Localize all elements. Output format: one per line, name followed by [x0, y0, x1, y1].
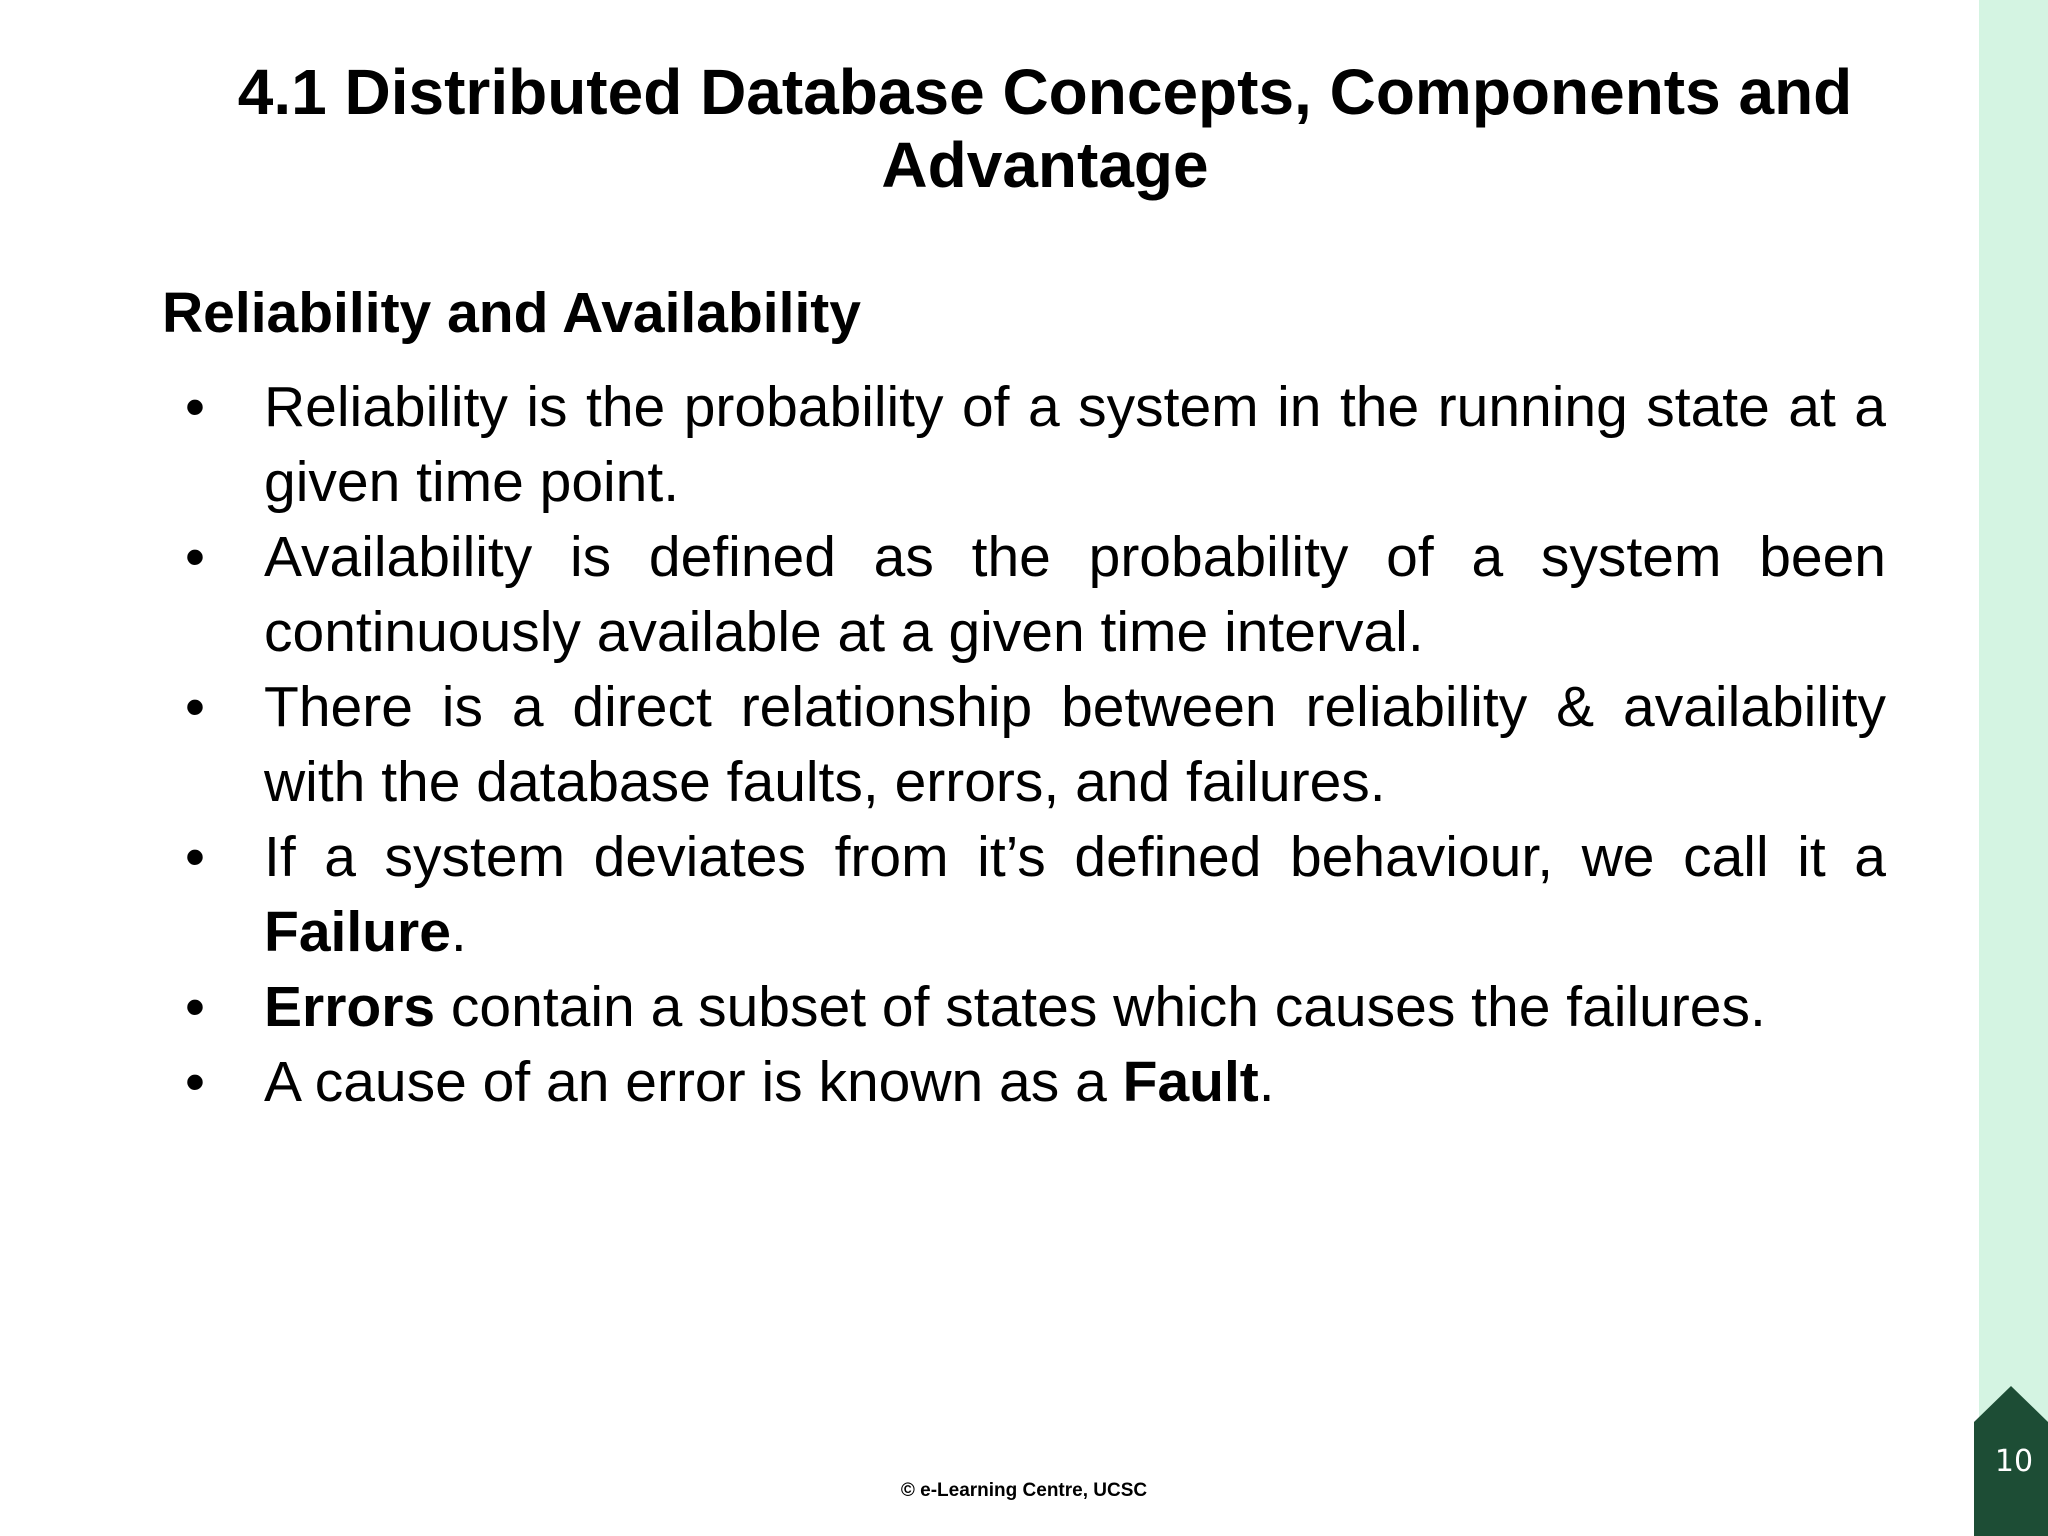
bullet-dot: • [185, 825, 205, 889]
bullet-item [180, 820, 1886, 970]
bullet-item [180, 370, 1886, 520]
bullet-text: There is a direct relationship between reliability & availability with the database faults, errors, and failures. [264, 675, 1886, 814]
bullet-text-before: If a system deviates from it’s defined behaviour, we call it a [264, 825, 1886, 889]
bullet-text-before: A cause of an error is known as a [264, 1050, 1123, 1114]
bullet-text-after: . [450, 900, 467, 964]
bullet-text: Availability is defined as the probability of a system been continuously available at a given time interval. [264, 525, 1886, 664]
footer-copyright: © e-Learning Centre, UCSC [900, 1480, 1148, 1501]
slide-title: 4.1 Distributed Database Concepts, Components and Advantage [237, 56, 1853, 201]
bullet-dot: • [185, 975, 205, 1039]
side-band [1979, 0, 2048, 1536]
bullet-dot: • [185, 525, 205, 589]
bullet-item [180, 520, 1886, 670]
term-failure: Failure [264, 900, 451, 964]
bullet-dot: • [185, 1050, 205, 1114]
term-errors: Errors [264, 975, 436, 1039]
bullet-item [180, 970, 1886, 1045]
term-fault: Fault [1122, 1050, 1259, 1114]
bullet-dot: • [185, 675, 205, 739]
page-number: 10 [1994, 1444, 2034, 1479]
section-heading: Reliability and Availability [162, 281, 861, 345]
bullet-item [180, 670, 1886, 820]
bullet-item [180, 1045, 1886, 1120]
bullet-text: Reliability is the probability of a system in the running state at a given time point. [264, 375, 1886, 514]
bullet-dot: • [185, 375, 205, 439]
bullet-text-after: contain a subset of states which causes the failures. [435, 975, 1766, 1039]
bullet-list [180, 370, 1886, 1120]
bullet-text-after: . [1258, 1050, 1275, 1114]
